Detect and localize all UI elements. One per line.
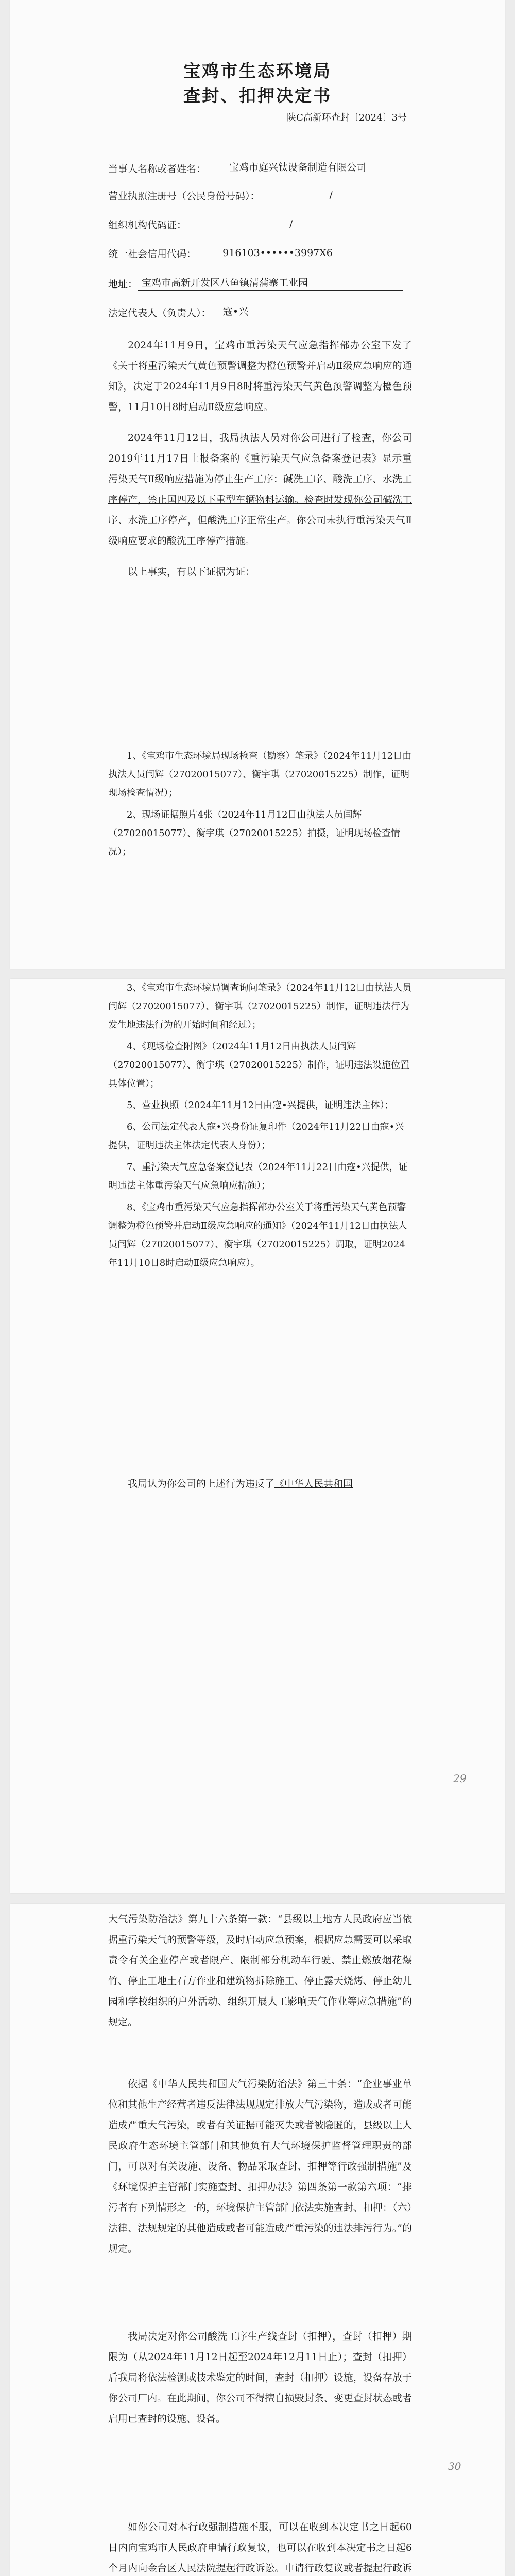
legal-rep-label: 法定代表人（负责人）： (108, 308, 211, 319)
document-page-3 (10, 1904, 505, 2576)
evidence-item: 6、公司法定代表人寇•兴身份证复印件（2024年11月22日由寇•兴提供，证明违法主体法定代表人身份）； (108, 1122, 404, 1151)
document-page-1 (10, 0, 505, 969)
credit-code-label: 统一社会信用代码： (108, 248, 197, 260)
paragraph-notice: 2024年11月9日，宝鸡市重污染天气应急指挥部办公室下发了《关于将重污染天气黄色预警调整为橙色预警并启动Ⅱ级应急响应的通知》，决定于2024年11月9日8时将重污染天气黄色预警调整为橙色预警，11月10日8时启动Ⅱ级应急响应。 (108, 340, 412, 413)
law-name: 大气污染防治法》 (108, 1913, 188, 1925)
document-page-2 (10, 979, 505, 1893)
paragraph-violation (108, 1473, 412, 1494)
document-number: 陕C高新环查封〔2024〕3号 (286, 112, 407, 123)
document-title: 查封、扣押决定书 (183, 86, 332, 106)
org-code-value: / (186, 218, 396, 231)
license-label: 营业执照注册号（公民身份号码）： (108, 191, 260, 202)
paragraph-decision (108, 2326, 412, 2429)
org-code-label: 组织机构代码证： (108, 219, 187, 231)
decision-text: 我局决定对你公司酸洗工序生产线查封（扣押），查封（扣押）期限为（从2024年11月12日起至2024年12月11日止）；查封（扣押）后我局将依法检测或技术鉴定的时间，查封（扣押）设施，设备存放于 (108, 2331, 412, 2383)
address-row (108, 275, 403, 291)
party-name-label: 当事人名称或者姓名： (108, 163, 207, 175)
paragraph-legal-basis: 依据《中华人民共和国大气污染防治法》第三十条：“企业事业单位和其他生产经营者违反法律法规规定排放大气污染物，造成或者可能造成严重大气污染，或者有关证据可能灭失或者被隐匿的，县级以上人民政府生态环境主管部门和其他负有大气环境保护监督管理职责的部门，可以对有关设施、设备、物品采取查封、扣押等行政强制措施”及《环境保护主管部门实施查封、扣押办法》第四条第一款第六项：“排污者有下列情形之一的，环境保护主管部门依法实施查封、扣押：（六）法律、法规规定的其他造成或者可能造成严重污染的违法排污行为。”的规定。 (108, 2078, 412, 2255)
violated-law: 《中华人民共和国 (274, 1478, 353, 1489)
issuer-title: 宝鸡市生态环境局 (183, 61, 332, 81)
evidence-list (10, 747, 505, 861)
party-name-value: 宝鸡市庭兴钛设备制造有限公司 (206, 160, 389, 175)
legal-rep-row (108, 304, 261, 319)
paragraph-remedy: 如你公司对本行政强制措施不服，可以在收到本决定书之日起60日内向宝鸡市人民政府申请行政复议，也可以在收到本决定书之日起6个月内向金台区人民法院提起行政诉讼。申请行政复议或者提起行政诉 (108, 2521, 412, 2574)
paragraph-evidence-intro: 以上事实，有以下证据为证： (128, 566, 255, 578)
law-article-text: 第九十六条第一款：“县级以上地方人民政府应当依据重污染天气的预警等级，及时启动应急预案，根据应急需要可以采取责令有关企业停产或者限产、限制部分机动车行驶、禁止燃放烟花爆竹、停止工地土石方作业和建筑物拆除施工、停止露天烧烤、停止幼儿园和学校组织的户外活动、组织开展人工影响天气作业等应急措施”的规定。 (108, 1913, 412, 2028)
evidence-item: 5、营业执照（2024年11月12日由寇•兴提供，证明违法主体）； (127, 1100, 394, 1111)
storage-location: 你公司厂内 (108, 2393, 158, 2404)
evidence-item: 7、重污染天气应急备案登记表（2024年11月22日由寇•兴提供，证明违法主体重污染天气应急响应措施）； (108, 1162, 408, 1191)
paragraph-law-article (108, 1909, 412, 2032)
license-row (108, 189, 402, 202)
decision-text-end: 。在此期间，你公司不得擅自损毁封条、变更查封状态或者启用已查封的设施、设备。 (108, 2393, 412, 2425)
org-code-row (108, 217, 396, 231)
inspection-finding: 停止生产工序：碱洗工序、酸洗工序、水洗工序停产，禁止国四及以下重型车辆物料运输。检查时发现你公司碱洗工序、水洗工序停产，但酸洗工序正常生产。你公司未执行重污染天气Ⅱ级响应要求的酸洗工序停产措施。 (108, 473, 412, 547)
evidence-item: 1、《宝鸡市生态环境局现场检查（勘察）笔录》（2024年11月12日由执法人员闫辉（27020015077）、衡宇琪（27020015225）制作，证明现场检查情况）； (108, 751, 412, 799)
inspection-text: 2024年11月12日，我局执法人员对你公司进行了检查，你公司2019年11月17日上报备案的《重污染天气应急备案登记表》显示重污染天气Ⅱ级响应措施为 (108, 432, 412, 485)
page-mark: 29 (453, 1772, 467, 1785)
credit-code-row (108, 246, 359, 260)
legal-rep-value: 寇•兴 (211, 304, 261, 319)
party-name-row (108, 160, 389, 175)
paragraph-inspection (108, 428, 412, 551)
license-value: / (260, 190, 402, 202)
address-label: 地址： (108, 279, 138, 290)
evidence-list-continued (10, 979, 505, 1273)
evidence-item: 3、《宝鸡市生态环境局调查询问笔录》（2024年11月12日由执法人员闫辉（27020015077）、衡宇琪（27020015225）制作，证明违法行为发生地违法行为的开始时间和经过）； (108, 982, 412, 1030)
credit-code-value: 916103••••••3997X6 (196, 247, 359, 260)
address-value: 宝鸡市高新开发区八鱼镇清蒲寨工业园 (138, 275, 403, 291)
evidence-item: 2、现场证据照片4张（2024年11月12日由执法人员闫辉（27020015077）、衡宇琪（27020015225）拍摄，证明现场检查情况）； (108, 809, 400, 857)
evidence-item: 8、《宝鸡市重污染天气应急指挥部办公室关于将重污染天气黄色预警调整为橙色预警并启动Ⅱ级应急响应的通知》（2024年11月12日由执法人员闫辉（27020015077）、衡宇琪（27020015225）调取，证明2024年11月10日8时启动Ⅱ级应急响应）。 (108, 1202, 407, 1268)
page-mark: 30 (448, 2460, 461, 2472)
violation-text: 我局认为你公司的上述行为违反了 (128, 1478, 275, 1489)
evidence-item: 4、《现场检查附图》（2024年11月12日由执法人员闫辉（27020015077）、衡宇琪（27020015225）制作，证明违法设施位置具体位置）； (108, 1041, 409, 1089)
